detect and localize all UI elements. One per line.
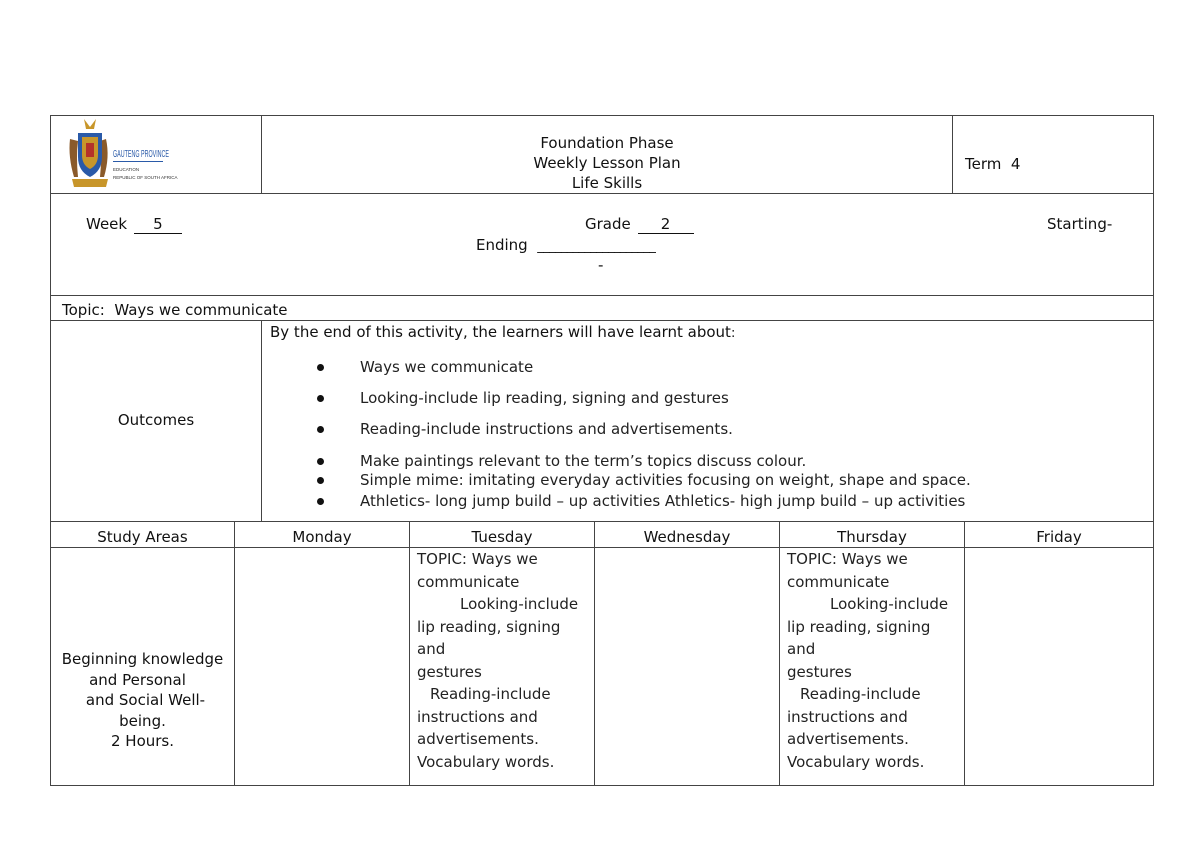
study-area-line: and Personal (89, 670, 186, 689)
thursday-line: Vocabulary words. (787, 752, 925, 771)
topic-value: Ways we communicate (114, 301, 288, 319)
header-divider (50, 193, 1154, 194)
bullet-icon (317, 426, 324, 433)
thursday-line: advertisements. (787, 730, 909, 748)
tuesday-line: lip reading, signing (417, 617, 561, 636)
outcomes-intro-text: By the end of this activity, the learners will have learnt about (270, 323, 731, 341)
logo-subtext-1: EDUCATION (113, 167, 140, 172)
topic-divider (50, 320, 1154, 321)
tuesday-line: instructions and (417, 707, 538, 726)
header-study-areas: Study Areas (97, 528, 188, 546)
study-area-line: Beginning knowledge (61, 650, 224, 668)
tuesday-line: gestures (417, 662, 482, 681)
term-label: Term (965, 155, 1002, 173)
tuesday-line: communicate (417, 572, 520, 591)
table-border-top (50, 115, 1154, 116)
tuesday-line: Reading-include (430, 685, 551, 703)
table-border-bottom (50, 785, 1154, 786)
thursday-line: instructions and (787, 707, 908, 726)
outcomes-label: Outcomes (117, 411, 195, 429)
week-value: 5 (134, 216, 182, 234)
outcomes-intro (270, 322, 735, 344)
bullet-icon (317, 477, 324, 484)
bullet-icon (317, 498, 324, 505)
ending-label: Ending (476, 236, 528, 254)
title-line-3: Life Skills (571, 174, 643, 192)
study-area-line: being. (119, 711, 166, 730)
term-value: 4 (1010, 155, 1021, 173)
starting-label: Starting- (1047, 215, 1113, 233)
outcomes-divider (50, 521, 1154, 522)
ending-blank: ____________________ (537, 239, 656, 254)
schedule-col-divider-2 (409, 521, 410, 785)
header-monday: Monday (292, 528, 352, 546)
thursday-line: Looking-include (830, 595, 949, 613)
topic-label: Topic: (62, 301, 105, 319)
monday-cell (235, 548, 409, 785)
title-line-2: Weekly Lesson Plan (533, 154, 681, 172)
tuesday-line: Vocabulary words. (417, 752, 555, 771)
tuesday-line: TOPIC: Ways we (417, 550, 538, 568)
schedule-col-divider-4 (779, 521, 780, 785)
grade-value: 2 (638, 216, 694, 234)
title-line-1: Foundation Phase (540, 134, 674, 152)
thursday-line: Reading-include (800, 685, 921, 703)
bullet-icon (317, 395, 324, 402)
header-thursday: Thursday (837, 528, 907, 546)
topic-field (62, 300, 288, 320)
coat-of-arms-icon (64, 117, 178, 191)
study-area-cell (51, 649, 234, 752)
ending-field (476, 235, 727, 257)
thursday-line: lip reading, signing (787, 617, 931, 636)
grade-field (585, 214, 694, 234)
tuesday-line: and (417, 640, 446, 658)
study-area-line: 2 Hours. (110, 732, 175, 750)
logo-text: GAUTENG PROVINCE (113, 148, 169, 160)
thursday-line: TOPIC: Ways we (787, 550, 908, 568)
wednesday-cell (595, 548, 779, 785)
thursday-line: gestures (787, 662, 852, 681)
header-wednesday: Wednesday (643, 528, 731, 546)
study-area-line: and Social Well- (85, 691, 206, 709)
thursday-line: and (787, 640, 816, 658)
thursday-line: communicate (787, 572, 890, 591)
outcomes-intro-colon: : (730, 326, 736, 341)
week-label: Week (86, 215, 128, 233)
term-field (965, 154, 1020, 174)
info-divider (50, 295, 1154, 296)
grade-label: Grade (585, 215, 631, 233)
bullet-icon (317, 364, 324, 371)
week-field (86, 214, 182, 234)
tuesday-line: Looking-include (460, 595, 579, 613)
gauteng-logo (64, 117, 178, 191)
bullet-icon (317, 458, 324, 465)
header-col-divider-2 (952, 115, 953, 193)
ending-dash: - (598, 256, 604, 274)
logo-subtext-2: REPUBLIC OF SOUTH AFRICA (113, 175, 178, 180)
outcomes-col-divider (261, 320, 262, 521)
header-tuesday: Tuesday (471, 528, 533, 546)
tuesday-line: advertisements. (417, 730, 539, 748)
header-friday: Friday (1036, 528, 1082, 546)
friday-cell (965, 548, 1153, 785)
table-border-right (1153, 115, 1154, 785)
